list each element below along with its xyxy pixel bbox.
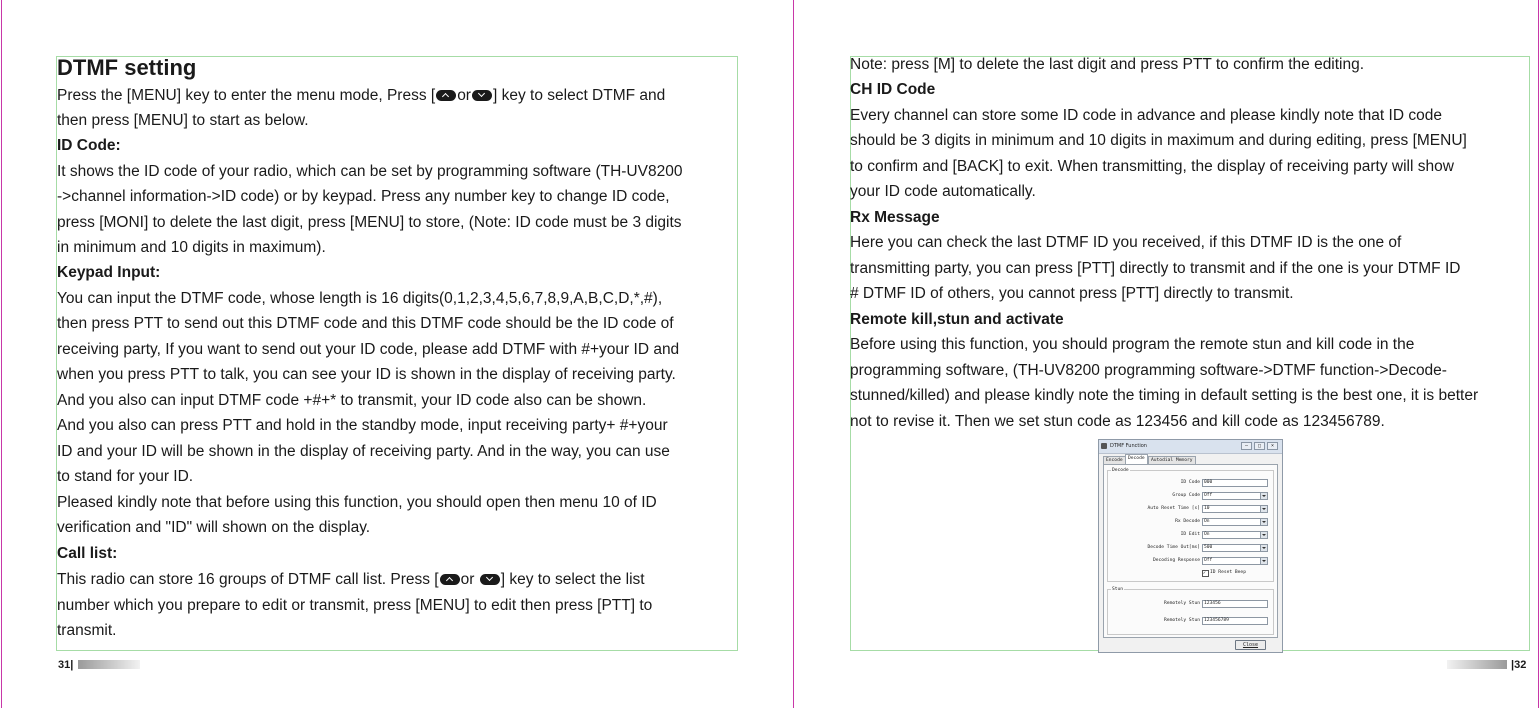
page-number-left: 31|	[58, 659, 74, 671]
keypad-heading: Keypad Input:	[57, 264, 161, 281]
row-auto-reset	[1104, 505, 1274, 513]
up-key-icon	[440, 574, 460, 585]
page-title: DTMF setting	[57, 55, 197, 80]
right-margin-line	[1538, 0, 1539, 708]
select-value: Off	[1204, 493, 1213, 498]
auto-reset-select[interactable]	[1202, 505, 1268, 513]
row-decode-timeout	[1104, 544, 1274, 552]
row-label: Remotely Stun	[1164, 601, 1200, 606]
row-group-code	[1104, 492, 1274, 500]
chevron-down-icon[interactable]	[1260, 493, 1267, 499]
stun-code-field[interactable]: 123456	[1202, 600, 1268, 608]
dialog-title: DTMF Function	[1110, 443, 1147, 449]
rx-line: transmitting party, you can press [PTT] directly to transmit and if the one is your DTMF ID	[850, 260, 1461, 277]
chevron-down-icon[interactable]	[1260, 532, 1267, 538]
id-code-line: in minimum and 10 digits in maximum).	[57, 239, 326, 256]
keypad-line: when you press PTT to talk, you can see your ID is shown in the display of receiving party.	[57, 366, 676, 383]
id-code-line: It shows the ID code of your radio, which can be set by programming software (TH-UV8200	[57, 163, 683, 180]
decode-timeout-select[interactable]	[1202, 544, 1268, 552]
call-list-line-1	[57, 567, 645, 593]
chevron-down-icon[interactable]	[1260, 519, 1267, 525]
call-list-line: number which you prepare to edit or transmit, press [MENU] to edit then press [PTT] to	[57, 597, 653, 614]
row-label: Rx Decode	[1175, 519, 1200, 524]
remote-line: Before using this function, you should program the remote stun and kill code in the	[850, 336, 1415, 353]
down-key-icon	[472, 90, 492, 101]
remote-line: programming software, (TH-UV8200 programming software->DTMF function->Decode-	[850, 362, 1447, 379]
call-text-a: This radio can store 16 groups of DTMF call list. Press [	[57, 571, 439, 588]
ch-id-line: should be 3 digits in minimum and 10 digits in maximum and during editing, press [MENU]	[850, 132, 1467, 149]
call-list-line: transmit.	[57, 622, 117, 639]
up-key-icon	[436, 90, 456, 101]
checkbox-icon[interactable]: ✓	[1202, 570, 1209, 577]
select-value: On	[1204, 532, 1210, 537]
id-code-line: ->channel information->ID code) or by keypad. Press any number key to change ID code,	[57, 188, 670, 205]
row-remotely-kill	[1104, 617, 1274, 625]
row-label: Auto Reset Time [s]	[1147, 506, 1200, 511]
keypad-line: You can input the DTMF code, whose length is 16 digits(0,1,2,3,4,5,6,7,8,9,A,B,C,D,*,#),	[57, 290, 663, 307]
kill-code-field[interactable]: 123456789	[1202, 617, 1268, 625]
call-or: or	[460, 571, 475, 588]
intro-text-b: ] key to select DTMF and	[492, 87, 666, 104]
row-rx-decode	[1104, 518, 1274, 526]
row-label: Group Code	[1172, 493, 1200, 498]
id-code-heading: ID Code:	[57, 137, 121, 154]
select-value: On	[1204, 519, 1210, 524]
keypad-line: verification and "ID" will shown on the display.	[57, 519, 371, 536]
call-text-b: ] key to select the list	[500, 571, 645, 588]
decoding-response-select[interactable]	[1202, 557, 1268, 565]
keypad-line: Pleased kindly note that before using this function, you should open then menu 10 of ID	[57, 494, 657, 511]
row-label: ID Edit	[1180, 532, 1200, 537]
row-id-edit	[1104, 531, 1274, 539]
group-code-select[interactable]	[1202, 492, 1268, 500]
minimize-icon[interactable]: –	[1241, 442, 1252, 450]
stun-group-title: Stun	[1112, 587, 1124, 592]
spine-line	[793, 0, 794, 708]
call-list-heading: Call list:	[57, 545, 118, 562]
ch-id-line: Every channel can store some ID code in advance and please kindly note that ID code	[850, 107, 1442, 124]
intro-or: or	[457, 87, 471, 104]
remote-heading: Remote kill,stun and activate	[850, 311, 1064, 328]
intro-line-2: then press [MENU] to start as below.	[57, 112, 309, 129]
keypad-line: And you also can press PTT and hold in the standby mode, input receiving party+ #+your	[57, 417, 668, 434]
keypad-line: to stand for your ID.	[57, 468, 194, 485]
checkbox-label: ID Reset Beep	[1210, 570, 1246, 575]
intro-line-1	[57, 83, 665, 109]
id-code-field[interactable]: 000	[1202, 479, 1268, 487]
select-value: 500	[1204, 545, 1213, 550]
id-edit-select[interactable]	[1202, 531, 1268, 539]
page-number-right: |32	[1511, 659, 1527, 671]
page-bar-left	[78, 660, 140, 669]
row-label: Decoding Response	[1152, 558, 1200, 563]
rx-decode-select[interactable]	[1202, 518, 1268, 526]
remote-line: stunned/killed) and please kindly note the timing in default setting is the best one, it is better	[850, 387, 1479, 404]
row-label: Remotely Stun	[1164, 618, 1200, 623]
row-label: ID Code	[1180, 480, 1200, 485]
row-remotely-stun	[1104, 600, 1274, 608]
close-button[interactable]: Close	[1235, 640, 1266, 650]
rx-line: # DTMF ID of others, you cannot press [PTT] directly to transmit.	[850, 285, 1294, 302]
keypad-line: And you also can input DTMF code +#+* to transmit, your ID code also can be shown.	[57, 392, 647, 409]
ch-id-line: your ID code automatically.	[850, 183, 1036, 200]
chevron-down-icon[interactable]	[1260, 506, 1267, 512]
ch-id-line: to confirm and [BACK] to exit. When transmitting, the display of receiving party will show	[850, 158, 1454, 175]
keypad-line: then press PTT to send out this DTMF code and this DTMF code should be the ID code of	[57, 315, 674, 332]
keypad-line: receiving party, If you want to send out your ID code, please add DTMF with #+your ID and	[57, 341, 680, 358]
select-value: Off	[1204, 558, 1213, 563]
stun-group	[1107, 589, 1274, 635]
row-label: Decode Time Out[ms]	[1147, 545, 1200, 550]
select-value: 10	[1204, 506, 1210, 511]
left-margin-line	[1, 0, 2, 708]
maximize-icon[interactable]: □	[1254, 442, 1265, 450]
app-icon	[1101, 443, 1107, 449]
tab-encode[interactable]: Encode	[1103, 456, 1126, 464]
intro-text-a: Press the [MENU] key to enter the menu mode, Press [	[57, 87, 436, 104]
remote-line: not to revise it. Then we set stun code as 123456 and kill code as 123456789.	[850, 413, 1385, 430]
dialog-titlebar	[1099, 440, 1282, 454]
decode-group-title: Decode	[1112, 468, 1129, 473]
note-line: Note: press [M] to delete the last digit and press PTT to confirm the editing.	[850, 56, 1365, 73]
decode-panel	[1103, 464, 1278, 638]
keypad-line: ID and your ID will be shown in the display of receiving party. And in the way, you can use	[57, 443, 670, 460]
rx-message-heading: Rx Message	[850, 209, 940, 226]
down-key-icon	[480, 574, 500, 585]
tab-decode[interactable]: Decode	[1125, 454, 1148, 464]
row-id-code	[1104, 479, 1274, 487]
close-icon[interactable]: ×	[1267, 442, 1278, 450]
id-reset-beep-checkbox[interactable]	[1202, 570, 1246, 577]
tab-autodial-memory[interactable]: Autodial Memory	[1148, 456, 1196, 464]
chevron-down-icon[interactable]	[1260, 558, 1267, 564]
dtmf-function-dialog	[1098, 439, 1283, 653]
page-bar-right	[1447, 660, 1507, 669]
ch-id-heading: CH ID Code	[850, 81, 936, 98]
id-code-line: press [MONI] to delete the last digit, press [MENU] to store, (Note: ID code must be 3 digits	[57, 214, 682, 231]
chevron-down-icon[interactable]	[1260, 545, 1267, 551]
rx-line: Here you can check the last DTMF ID you received, if this DTMF ID is the one of	[850, 234, 1402, 251]
row-decoding-response	[1104, 557, 1274, 565]
